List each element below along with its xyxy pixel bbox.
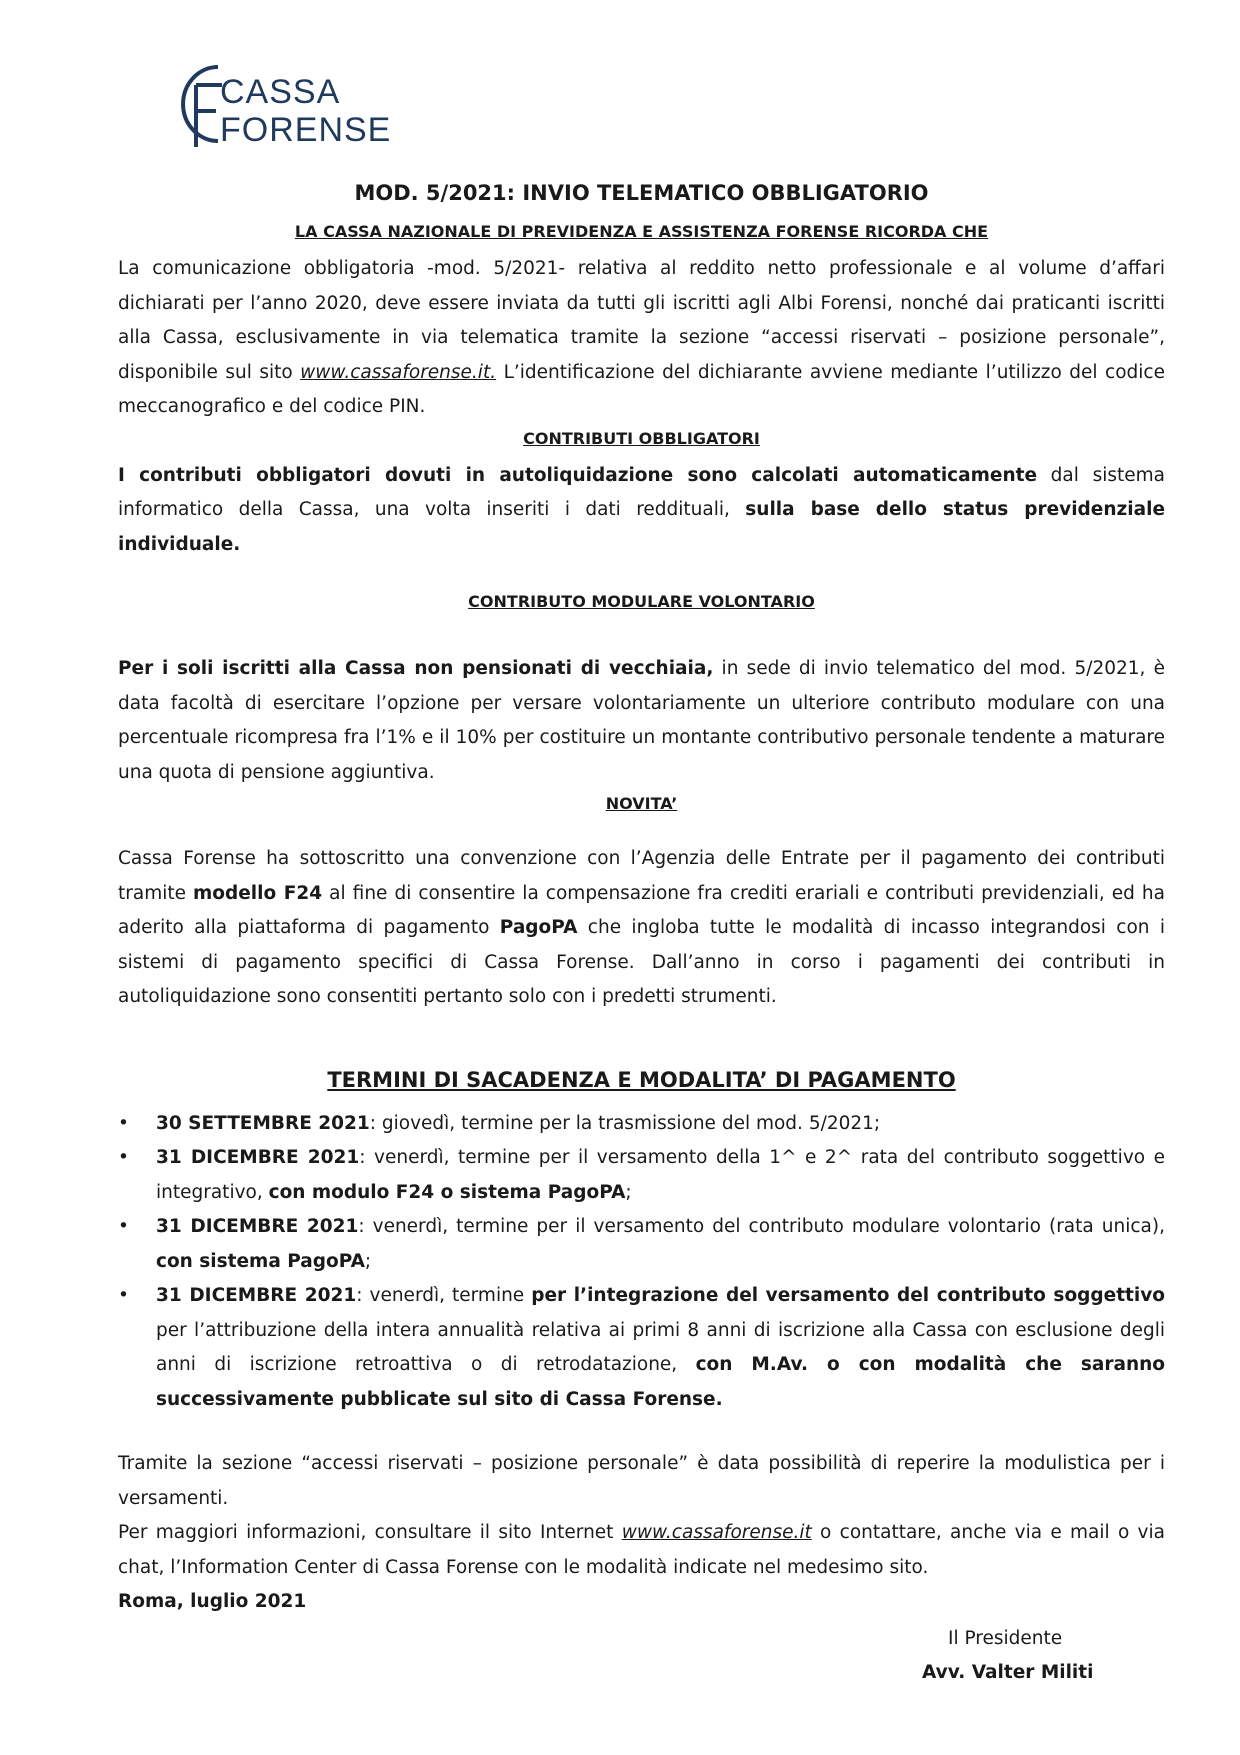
bullet-icon: •: [118, 1147, 129, 1168]
modulare-text: in sede di invio telematico del mod. 5/2021, è data facoltà di esercitare l’opzione per versare volontariamente un ulteriore contributo modulare con una percentuale ricompresa fra l’1% e il 10% per costituire un montante contributivo personale tendente a maturare una quota di pensione aggiuntiva.: [118, 658, 1165, 783]
document-body: [118, 178, 1165, 1620]
intro-paragraph: [118, 252, 1165, 425]
heading-contributo-modulare: CONTRIBUTO MODULARE VOLONTARIO: [468, 592, 815, 611]
deadline-text: : giovedì, termine per la trasmissione del mod. 5/2021;: [369, 1112, 881, 1134]
closing-text: Per maggiori informazioni, consultare il sito Internet: [118, 1522, 622, 1543]
website-link-2[interactable]: www.cassaforense.it: [621, 1522, 812, 1543]
deadline-item: [118, 1279, 1165, 1417]
signature-role: Il Presidente: [948, 1628, 1063, 1649]
contributi-bold-1: I contributi obbligatori dovuti in autoliquidazione sono calcolati automaticamente: [118, 464, 1037, 486]
website-link[interactable]: www.cassaforense.it.: [300, 361, 497, 383]
novita-paragraph: [118, 842, 1165, 1015]
deadline-item: [118, 1141, 1165, 1210]
deadline-text: : venerdì, termine per il versamento della 1^ e 2^ rata del contributo soggettivo e integrativo,: [156, 1147, 1165, 1203]
deadline-date: 31 DICEMBRE 2021: [156, 1285, 357, 1306]
contributi-paragraph: [118, 459, 1165, 563]
deadline-item: [118, 1210, 1165, 1279]
deadline-end: ;: [625, 1181, 632, 1203]
deadline-bold: con sistema PagoPA: [156, 1250, 365, 1272]
heading-contributi-obbligatori: CONTRIBUTI OBBLIGATORI: [523, 428, 760, 448]
document-title: MOD. 5/2021: INVIO TELEMATICO OBBLIGATORIO: [354, 181, 929, 205]
novita-bold-f24: modello F24: [193, 882, 323, 904]
document-subtitle: LA CASSA NAZIONALE DI PREVIDENZA E ASSISTENZA FORENSE RICORDA CHE: [294, 222, 989, 241]
signature-name: Avv. Valter Militi: [922, 1662, 1094, 1683]
closing-text-2: o contattare, anche via e mail o via chat, l’Information Center di Cassa Forense con le modalità indicate nel medesimo sito.: [118, 1522, 1165, 1578]
modulare-paragraph: [118, 652, 1165, 790]
deadline-date: 31 DICEMBRE 2021: [156, 1147, 360, 1168]
deadline-date: 30 SETTEMBRE 2021: [156, 1112, 370, 1134]
logo-line-2: FORENSE: [220, 111, 392, 149]
deadline-end: ;: [364, 1250, 372, 1272]
deadlines-list: [118, 1107, 1165, 1418]
novita-text-3: che ingloba tutte le modalità di incasso integrandosi con i sistemi di pagamento specifici di Cassa Forense. Dall’anno in corso i pagamenti dei contributi in autoliquidazione sono consentiti pertanto solo con i predetti strumenti.: [118, 917, 1165, 1007]
bullet-icon: •: [118, 1112, 129, 1134]
deadline-text: : venerdì, termine per il versamento del contributo modulare volontario (rata unica),: [358, 1216, 1165, 1237]
deadline-date: 31 DICEMBRE 2021: [156, 1216, 359, 1237]
deadline-text: : venerdì, termine: [356, 1285, 532, 1306]
heading-novita: NOVITA’: [605, 794, 678, 813]
intro-text-2: L’identificazione del dichiarante avviene mediante l’utilizzo del codice meccanografico e del codice PIN.: [118, 361, 1165, 417]
novita-text-1: Cassa Forense ha sottoscritto una convenzione con l’Agenzia delle Entrate per il pagamento dei contributi tramite: [118, 848, 1165, 904]
bullet-icon: •: [118, 1216, 129, 1237]
deadline-bold: per l’integrazione del versamento del contributo soggettivo: [531, 1285, 1165, 1306]
closing-paragraph-1: Tramite la sezione “accessi riservati – posizione personale” è data possibilità di reperire la modulistica per i versamenti.: [118, 1453, 1165, 1509]
deadline-bold: con modulo F24 o sistema PagoPA: [268, 1181, 626, 1203]
novita-text-2: al fine di consentire la compensazione fra crediti erariali e contributi previdenziali, ed ha aderito alla piattaforma di pagamento: [118, 882, 1165, 938]
deadline-item: [118, 1107, 1165, 1142]
logo-line-1: CASSA: [220, 73, 341, 111]
cassa-forense-logo: [160, 55, 400, 155]
novita-bold-pagopa: PagoPA: [499, 917, 578, 938]
intro-text: La comunicazione obbligatoria -mod. 5/2021- relativa al reddito netto professionale e al volume d’affari dichiarati per l’anno 2020, deve essere inviata da tutti gli iscritti agli Albi Forensi, nonché dai praticanti iscritti alla Cassa, esclusivamente in via telematica tramite la sezione “accessi riservati – posizione personale”, disponibile sul sito: [118, 258, 1165, 383]
deadline-text-2: per l’attribuzione della intera annualità relativa ai primi 8 anni di iscrizione alla Cassa con esclusione degli anni di iscrizione retroattiva o di retrodatazione,: [156, 1319, 1165, 1375]
closing-paragraph-2: [118, 1516, 1165, 1585]
contributi-text: dal sistema informatico della Cassa, una volta inseriti i dati reddituali,: [118, 464, 1165, 520]
deadline-bold-2: con M.Av. o con modalità che saranno successivamente pubblicate sul sito di Cassa Forense.: [156, 1354, 1165, 1410]
modulare-bold: Per i soli iscritti alla Cassa non pensionati di vecchiaia,: [118, 658, 714, 679]
bullet-icon: •: [118, 1285, 129, 1306]
place-date: Roma, luglio 2021: [118, 1591, 307, 1612]
logo-wordmark: [220, 73, 391, 149]
heading-termini: TERMINI DI SACADENZA E MODALITA’ DI PAGAMENTO: [327, 1067, 956, 1092]
contributi-bold-2: sulla base dello status previdenziale individuale.: [118, 499, 1165, 555]
